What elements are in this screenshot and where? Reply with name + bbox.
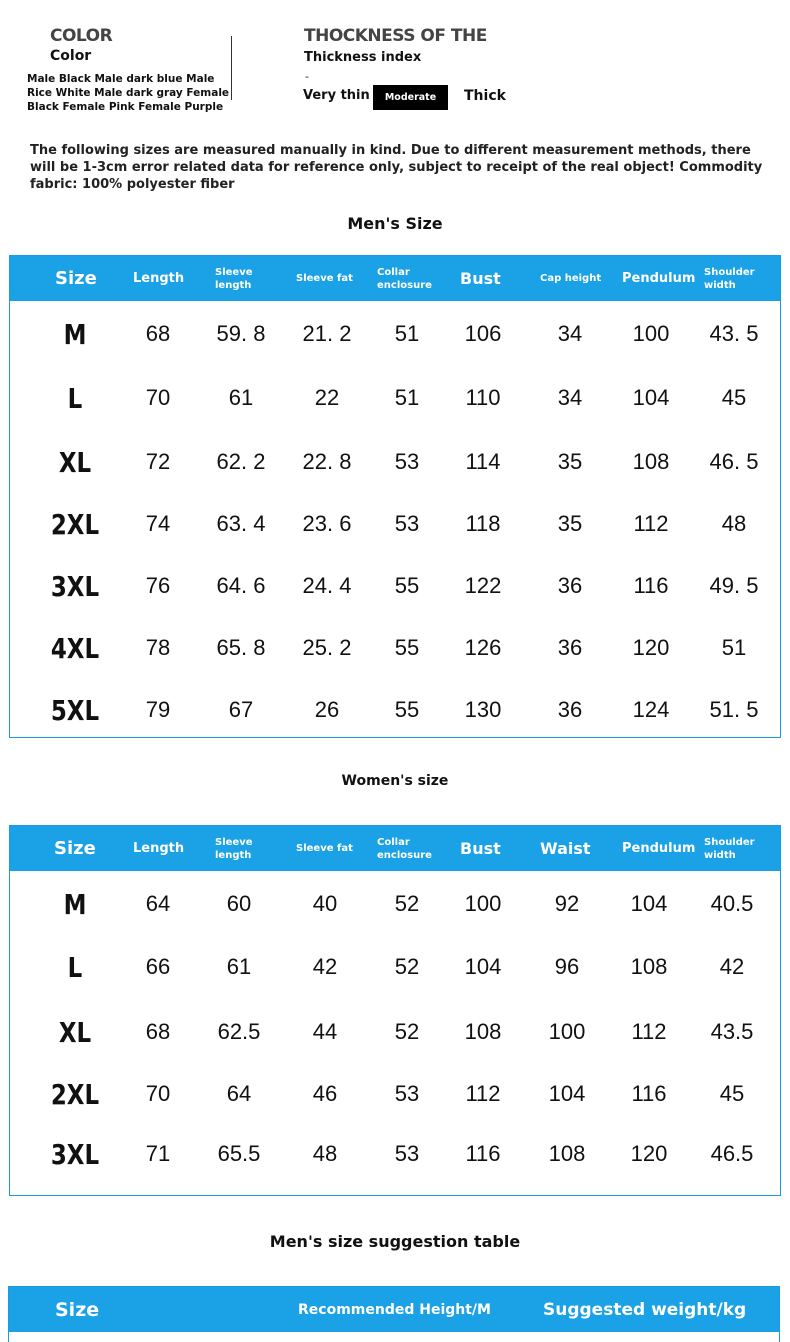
header-collar-enclosure: Collar enclosure [377,836,432,861]
shoulder-width-cell: 43.5 [710,1019,754,1044]
cap-height-cell: 36 [557,635,583,660]
collar-cell: 51 [394,385,420,410]
sleeve-length-cell: 62. 2 [216,449,266,474]
sleeve-length-cell: 64 [226,1081,252,1106]
collar-cell: 55 [394,573,420,598]
bust-cell: 114 [465,449,501,474]
shoulder-width-cell: 45 [721,385,747,410]
header-recommended-height: Recommended Height/M [298,1301,491,1318]
shoulder-width-cell: 43. 5 [709,321,759,346]
header-size: Size [55,268,97,289]
pendulum-cell: 120 [632,635,670,660]
sleeve-length-cell: 61 [228,385,254,410]
header-size: Size [55,1298,100,1321]
bust-cell: 100 [464,891,502,916]
pendulum-cell: 116 [631,1081,667,1106]
thickness-subtitle: Thickness index [304,50,422,65]
header-pendulum: Pendulum [622,841,696,856]
header-collar-enclosure: Collar enclosure [377,266,432,291]
color-title: COLOR [50,26,113,46]
shoulder-width-cell: 48 [721,511,747,536]
size-cell: 2XL [50,1077,100,1111]
table-row [10,368,780,428]
pendulum-cell: 112 [631,1019,667,1044]
mens-size-table [9,255,781,738]
waist-cell: 92 [554,891,580,916]
length-cell: 72 [145,449,171,474]
header-sleeve-fat: Sleeve fat [296,843,353,854]
size-cell: 2XL [50,507,100,541]
bust-cell: 110 [465,385,501,410]
header-shoulder-width: Shoulder width [704,266,755,291]
length-cell: 76 [145,573,171,598]
shoulder-width-cell: 45 [719,1081,745,1106]
bust-cell: 112 [465,1081,501,1106]
shoulder-width-cell: 51 [721,635,747,660]
bust-cell: 104 [464,954,502,979]
sleeve-length-cell: 60 [226,891,252,916]
pendulum-cell: 104 [630,891,668,916]
pendulum-cell: 116 [633,573,669,598]
sleeve-length-cell: 65.5 [217,1141,261,1166]
size-cell: 4XL [50,631,100,665]
length-cell: 70 [145,385,171,410]
shoulder-width-cell: 46.5 [710,1141,754,1166]
sleeve-fat-cell: 40 [312,891,338,916]
size-cell: M [63,317,87,351]
measurement-notice: The following sizes are measured manually in kind. Due to different measurement methods, there will be 1-3cm error related data for reference only, subject to receipt of the real object! Commodity fabric: 100% polyester fiber [30,143,763,192]
waist-cell: 108 [548,1141,586,1166]
pendulum-cell: 104 [632,385,670,410]
length-cell: 78 [145,635,171,660]
collar-cell: 52 [394,1019,420,1044]
suggestion-table-header [9,1287,779,1332]
header-suggested-weight: Suggested weight/kg [543,1299,747,1320]
sleeve-length-cell: 59. 8 [216,321,266,346]
header-sleeve-length: Sleeve length [215,266,253,291]
header-pendulum: Pendulum [622,271,696,286]
pendulum-cell: 124 [632,697,670,722]
table-row [10,494,780,554]
shoulder-width-cell: 40.5 [710,891,754,916]
size-cell: 5XL [50,693,100,727]
header-bust: Bust [460,839,501,858]
table-row [10,304,780,364]
sleeve-length-cell: 65. 8 [216,635,266,660]
thickness-dash: - [305,70,309,83]
mens-size-title: Men's Size [347,214,443,233]
table-row [10,556,780,616]
collar-cell: 53 [394,1081,420,1106]
sleeve-fat-cell: 24. 4 [302,573,352,598]
table-row [10,618,780,678]
sleeve-length-cell: 63. 4 [216,511,266,536]
header-sleeve-fat: Sleeve fat [296,273,353,284]
length-cell: 68 [145,321,171,346]
length-cell: 74 [145,511,171,536]
table-row [10,1064,780,1124]
bust-cell: 116 [465,1141,501,1166]
table-row [10,680,780,740]
thickness-moderate-badge: Moderate [373,85,448,110]
bust-cell: 122 [464,573,502,598]
header-cap-height: Cap height [540,273,602,284]
length-cell: 66 [145,954,171,979]
table-row [10,1124,780,1184]
cap-height-cell: 35 [557,449,583,474]
womens-table-header [10,826,780,871]
mens-table-header [10,256,780,301]
pendulum-cell: 120 [630,1141,668,1166]
womens-size-table [9,825,781,1196]
sleeve-fat-cell: 22. 8 [302,449,352,474]
size-cell: XL [58,445,92,479]
sleeve-fat-cell: 46 [312,1081,338,1106]
pendulum-cell: 100 [632,321,670,346]
size-cell: XL [58,1015,92,1049]
sleeve-fat-cell: 21. 2 [302,321,352,346]
header-bust: Bust [460,269,501,288]
waist-cell: 104 [548,1081,586,1106]
thickness-very-thin: Very thin [303,88,370,103]
cap-height-cell: 35 [557,511,583,536]
length-cell: 71 [145,1141,171,1166]
header-waist: Waist [540,839,591,858]
pendulum-cell: 112 [633,511,669,536]
cap-height-cell: 34 [557,321,583,346]
collar-cell: 52 [394,891,420,916]
bust-cell: 108 [464,1019,502,1044]
divider [231,36,232,100]
length-cell: 68 [145,1019,171,1044]
shoulder-width-cell: 49. 5 [709,573,759,598]
sleeve-length-cell: 62.5 [217,1019,261,1044]
table-row [10,937,780,997]
size-cell: 3XL [50,1137,100,1171]
cap-height-cell: 34 [557,385,583,410]
length-cell: 70 [145,1081,171,1106]
sleeve-fat-cell: 26 [314,697,340,722]
sleeve-length-cell: 67 [228,697,254,722]
table-row [10,432,780,492]
bust-cell: 126 [464,635,502,660]
collar-cell: 53 [394,1141,420,1166]
size-cell: 3XL [50,569,100,603]
suggestion-table [8,1286,780,1342]
cap-height-cell: 36 [557,573,583,598]
shoulder-width-cell: 51. 5 [709,697,759,722]
color-list: Male Black Male dark blue Male Rice White Male dark gray Female Black Female Pink Female Purple [27,73,230,113]
sleeve-fat-cell: 22 [314,385,340,410]
thickness-title: THOCKNESS OF THE [304,26,487,46]
suggestion-title: Men's size suggestion table [269,1232,521,1251]
header-sleeve-length: Sleeve length [215,836,253,861]
table-row [10,1002,780,1062]
header-length: Length [133,271,185,286]
shoulder-width-cell: 42 [719,954,745,979]
size-cell: L [67,381,83,415]
color-subtitle: Color [50,48,92,64]
header-length: Length [133,841,185,856]
length-cell: 79 [145,697,171,722]
collar-cell: 53 [394,449,420,474]
waist-cell: 100 [548,1019,586,1044]
sleeve-fat-cell: 48 [312,1141,338,1166]
bust-cell: 106 [464,321,502,346]
header-size: Size [54,838,96,859]
length-cell: 64 [145,891,171,916]
table-row [10,874,780,934]
header-shoulder-width: Shoulder width [704,836,755,861]
womens-size-title: Women's size [341,773,449,789]
size-cell: L [67,950,83,984]
collar-cell: 53 [394,511,420,536]
sleeve-fat-cell: 23. 6 [302,511,352,536]
collar-cell: 51 [394,321,420,346]
sleeve-length-cell: 64. 6 [216,573,266,598]
size-cell: M [63,887,87,921]
pendulum-cell: 108 [630,954,668,979]
shoulder-width-cell: 46. 5 [709,449,759,474]
sleeve-fat-cell: 44 [312,1019,338,1044]
cap-height-cell: 36 [557,697,583,722]
sleeve-fat-cell: 25. 2 [302,635,352,660]
sleeve-length-cell: 61 [226,954,252,979]
thickness-thick: Thick [464,88,506,104]
bust-cell: 130 [464,697,502,722]
sleeve-fat-cell: 42 [312,954,338,979]
waist-cell: 96 [554,954,580,979]
bust-cell: 118 [465,511,501,536]
collar-cell: 55 [394,635,420,660]
pendulum-cell: 108 [632,449,670,474]
collar-cell: 55 [394,697,420,722]
collar-cell: 52 [394,954,420,979]
